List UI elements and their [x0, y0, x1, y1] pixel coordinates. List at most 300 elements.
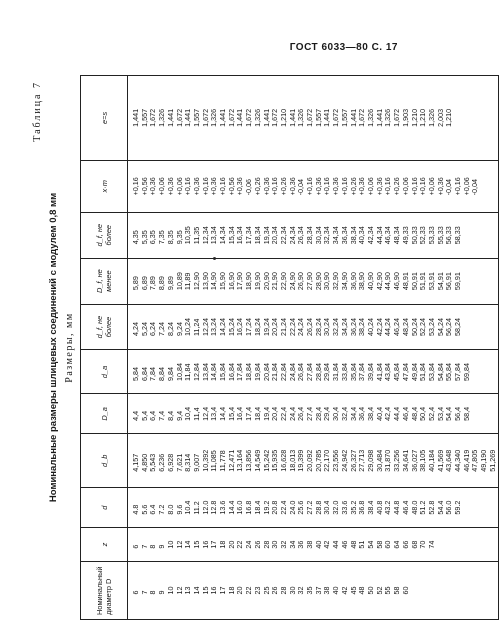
table-cell: 16,4 — [235, 406, 245, 421]
table-cell: 38.4 — [365, 500, 375, 515]
table-cell: 40 — [331, 586, 341, 595]
table-cell: 13,24 — [209, 318, 219, 337]
table-cell: 48 — [357, 586, 367, 595]
table-cell: 13,90 — [200, 272, 210, 291]
table-cell: 55,33 — [435, 226, 445, 245]
table-cell: 17 — [218, 586, 228, 595]
table-cell: 7,621 — [174, 453, 184, 472]
table-cell: 49,190 — [479, 449, 489, 472]
table-cell: 41,569 — [435, 449, 445, 472]
table-cell: 18,84 — [244, 362, 254, 381]
table-cell: 44,34 — [374, 226, 384, 245]
table-cell: 40,184 — [426, 449, 436, 472]
table-cell: 16 — [200, 540, 210, 549]
table-cell: 14,84 — [209, 362, 219, 381]
table-cell: 50,91 — [409, 272, 419, 291]
table-cell: 36,4 — [357, 406, 367, 421]
table-cell: 44,24 — [383, 318, 393, 337]
table-title: Номинальные размеры шлицевых соединений с модулем 0,8 мм — [48, 192, 59, 503]
table-cell: 54 — [365, 540, 375, 549]
table-cell: 36,027 — [409, 449, 419, 472]
table-cell: 20,092 — [305, 449, 315, 472]
table-cell: 32 — [296, 586, 306, 595]
table-cell: +0,36 — [261, 177, 271, 196]
table-cell: 1,672 — [200, 108, 210, 127]
table-cell: 1,557 — [313, 108, 323, 127]
table-cell: -0,06 — [244, 179, 254, 196]
header-nominal-diameter: Номинальный диаметр D — [81, 562, 128, 620]
table-cell: 59.2 — [453, 500, 463, 515]
table-cell: 1,672 — [226, 108, 236, 127]
table-cell: 56.0 — [444, 500, 454, 515]
table-cell: 33.6 — [339, 500, 349, 515]
table-cell: 21,84 — [270, 362, 280, 381]
table-cell: 21,90 — [270, 272, 280, 291]
table-cell: 1,441 — [261, 108, 271, 127]
table-cell: +0,36 — [435, 177, 445, 196]
table-cell: 8,24 — [165, 322, 175, 337]
table-cell: 20 — [226, 540, 236, 549]
table-cell: 17,90 — [235, 272, 245, 291]
table-cell: 34,90 — [339, 272, 349, 291]
table-cell: 40.8 — [374, 500, 384, 515]
table-cell: 6.4 — [148, 504, 158, 515]
table-cell: 44,4 — [392, 406, 402, 421]
table-cell: +0,36 — [331, 177, 341, 196]
table-cell: 1,441 — [374, 108, 384, 127]
table-cell: 47,805 — [470, 449, 480, 472]
table-cell: +0,26 — [348, 177, 358, 196]
table-cell: 7,4 — [157, 410, 167, 421]
header-db: d_b — [81, 434, 128, 488]
table-cell: 58,24 — [453, 318, 463, 337]
col-da — [128, 350, 499, 394]
header-Df-min: D_f, не менее — [81, 258, 128, 304]
table-cell: 15,90 — [218, 272, 228, 291]
table-cell: 13 — [183, 586, 193, 595]
table-cell: 7,84 — [148, 366, 158, 381]
table-cell: 32,34 — [322, 226, 332, 245]
table-cell: 15 — [200, 586, 210, 595]
table-cell: 12,34 — [200, 226, 210, 245]
table-cell: 32,24 — [331, 318, 341, 337]
table-cell: 44.8 — [392, 500, 402, 515]
table-cell: 19,84 — [252, 362, 262, 381]
table-cell: 8,84 — [157, 366, 167, 381]
table-cell: 24 — [244, 540, 254, 549]
table-cell: 9,24 — [174, 322, 184, 337]
table-cell: 14,24 — [218, 318, 228, 337]
col-db — [128, 434, 499, 488]
header-z: z — [81, 528, 128, 562]
table-cell: 36.8 — [357, 500, 367, 515]
table-cell: 34,4 — [348, 406, 358, 421]
table-cell: 24,942 — [339, 449, 349, 472]
table-label: Таблица 7 — [32, 81, 43, 142]
table-cell: 15,84 — [218, 362, 228, 381]
table-cell: 42,24 — [374, 318, 384, 337]
table-cell: 19,34 — [261, 226, 271, 245]
table-cell: 30.4 — [322, 500, 332, 515]
table-cell: 7.2 — [157, 504, 167, 515]
table-cell: 20.8 — [270, 500, 280, 515]
header-df1-max: d_f, не более — [81, 212, 128, 258]
table-cell: 1,441 — [348, 108, 358, 127]
table-cell: +0,16 — [270, 177, 280, 196]
table-cell: 26 — [252, 540, 262, 549]
table-cell: 2,003 — [435, 108, 445, 127]
table-cell: 28 — [278, 586, 288, 595]
table-cell: 27,713 — [357, 449, 367, 472]
table-cell: 38,24 — [357, 318, 367, 337]
table-cell: 38,105 — [418, 449, 428, 472]
table-cell: 28,84 — [313, 362, 323, 381]
table-cell: 54,84 — [435, 362, 445, 381]
table-cell: +0,16 — [383, 177, 393, 196]
table-cell: 9 — [157, 544, 167, 549]
header-da: d_a — [81, 350, 128, 394]
col-d — [128, 488, 499, 528]
table-cell: 19,399 — [296, 449, 306, 472]
table-cell: 15,242 — [261, 449, 271, 472]
table-cell: +0,26 — [392, 177, 402, 196]
table-cell: 26,34 — [296, 226, 306, 245]
table-cell: 13,34 — [209, 226, 219, 245]
table-cell: 58 — [392, 586, 402, 595]
table-cell: 18,4 — [252, 406, 262, 421]
table-cell: 40,24 — [365, 318, 375, 337]
table-cell: 34,641 — [400, 449, 410, 472]
table-cell: 16,24 — [235, 318, 245, 337]
table-cell: 1,672 — [357, 108, 367, 127]
table-cell: 11,89 — [183, 272, 193, 291]
table-cell: 26,4 — [296, 406, 306, 421]
table-cell: 10,84 — [174, 362, 184, 381]
table-cell: 57,84 — [453, 362, 463, 381]
table-cell: 13,84 — [200, 362, 210, 381]
table-cell: 68 — [409, 540, 419, 549]
table-cell: 6,35 — [148, 230, 158, 245]
table-cell: -0,04 — [296, 179, 306, 196]
table-cell: 42,90 — [374, 272, 384, 291]
table-cell: 5,35 — [139, 230, 149, 245]
table-cell: 11,84 — [183, 363, 193, 381]
table-cell: 22,90 — [278, 272, 288, 291]
table-cell: 52,4 — [426, 406, 436, 421]
table-cell: 15,34 — [226, 226, 236, 245]
table-cell: 55,84 — [444, 362, 454, 381]
header-row — [81, 76, 128, 620]
table-cell: 12.8 — [209, 500, 219, 515]
table-cell: 30,4 — [331, 406, 341, 421]
table-cell: 1,210 — [418, 108, 428, 127]
table-cell: 48,91 — [400, 272, 410, 291]
table-cell: 34,24 — [339, 318, 349, 337]
table-cell: 35.2 — [348, 500, 358, 515]
table-cell: 13.6 — [218, 500, 228, 515]
table-cell: 59,84 — [461, 362, 471, 381]
table-cell: 58,33 — [453, 226, 463, 245]
data-row — [128, 76, 499, 620]
table-cell: 50,24 — [409, 318, 419, 337]
table-cell: 24,24 — [296, 318, 306, 337]
table-cell: 28,4 — [313, 406, 323, 421]
table-cell: 12 — [174, 586, 184, 595]
table-cell: 34,34 — [331, 226, 341, 245]
table-cell: 5,89 — [131, 276, 140, 291]
table-cell: 42 — [339, 586, 349, 595]
table-cell: 12,24 — [200, 318, 210, 337]
table-cell: +0,36 — [191, 177, 201, 196]
table-cell: 45 — [348, 586, 358, 595]
table-cell: 7,89 — [148, 276, 158, 291]
table-cell: 1,441 — [165, 108, 175, 127]
table-cell: 32,90 — [331, 272, 341, 291]
table-cell: 13,856 — [244, 449, 254, 472]
table-cell: 53,84 — [426, 362, 436, 381]
table-cell: 37,84 — [357, 362, 367, 381]
table-cell: 24,90 — [287, 272, 297, 291]
table-cell: +0,16 — [305, 177, 315, 196]
table-cell: 28,24 — [313, 318, 323, 337]
table-cell: 44 — [331, 540, 341, 549]
table-cell: 17,24 — [244, 318, 254, 337]
table-cell: 22.4 — [278, 500, 288, 515]
table-cell: +0,36 — [165, 177, 175, 196]
table-cell: 23 — [252, 586, 262, 595]
table-cell: 36,24 — [348, 318, 358, 337]
table-cell: 54,24 — [435, 318, 445, 337]
header-e-s: e=s — [81, 76, 128, 161]
table-cell: 20,4 — [270, 406, 280, 421]
table-cell: 15 — [191, 540, 201, 549]
table-cell: +0,56 — [226, 177, 236, 196]
table-cell: 51,91 — [418, 272, 428, 291]
table-cell: 11,778 — [218, 450, 228, 472]
header-xm: x·m — [81, 160, 128, 212]
table-cell: 12,84 — [191, 362, 201, 381]
table-cell: 58,4 — [461, 406, 471, 421]
table-cell: 46,419 — [461, 449, 471, 472]
table-cell: 20 — [235, 586, 245, 595]
col-e-s — [128, 76, 499, 161]
table-cell: 12,90 — [191, 272, 201, 291]
table-cell: 11,085 — [209, 450, 219, 472]
table-cell: 38 — [322, 586, 332, 595]
table-cell: 36,34 — [339, 226, 349, 245]
col-z — [128, 528, 499, 562]
table-cell: 9.6 — [174, 504, 184, 515]
table-cell: 60 — [400, 586, 410, 595]
table-cell: 46 — [339, 540, 349, 549]
table-cell: 35 — [305, 586, 315, 595]
table-cell: 30 — [287, 586, 297, 595]
table-cell: 10 — [165, 540, 175, 549]
table-cell: 6,236 — [157, 453, 167, 472]
table-cell: 1,326 — [365, 108, 375, 127]
table-cell: +0,16 — [409, 177, 419, 196]
table-cell: 50 — [365, 586, 375, 595]
table-cell: 19.2 — [261, 500, 271, 515]
table-cell: -0,04 — [444, 179, 454, 196]
table-cell: 31,84 — [331, 362, 341, 381]
col-nominal — [128, 562, 499, 620]
table-cell: 60 — [383, 540, 393, 549]
header-d: d — [81, 488, 128, 528]
table-cell: +0,16 — [183, 177, 193, 196]
table-cell: 56,33 — [444, 226, 454, 245]
col-Da — [128, 394, 499, 434]
table-cell: 38,34 — [348, 226, 358, 245]
table-cell: 46,24 — [392, 318, 402, 337]
table-cell: 48,24 — [400, 318, 410, 337]
table-cell: 30,34 — [313, 226, 323, 245]
table-cell: 1,557 — [139, 108, 149, 127]
table-cell: 1,672 — [244, 108, 254, 127]
table-cell: 5.6 — [139, 504, 149, 515]
table-cell: 31,870 — [383, 449, 393, 472]
table-cell: 1,326 — [157, 108, 167, 127]
table-cell: 26 — [270, 586, 280, 595]
table-cell: 16,34 — [235, 226, 245, 245]
table-cell: 14,90 — [209, 272, 219, 291]
col-Df-min — [128, 258, 499, 304]
table-cell: 56,24 — [444, 318, 454, 337]
table-cell: 48 — [348, 540, 358, 549]
table-cell: 1,672 — [174, 108, 184, 127]
table-cell: 54.4 — [435, 500, 445, 515]
table-cell: 56,91 — [444, 272, 454, 291]
table-cell: 23,556 — [331, 449, 341, 472]
table-cell: 19,24 — [261, 318, 271, 337]
table-cell: 20,84 — [261, 362, 271, 381]
table-cell: 1,210 — [409, 108, 419, 127]
table-cell: 49,33 — [400, 226, 410, 245]
table-cell: 8,89 — [157, 276, 167, 291]
table-cell: 18,24 — [252, 318, 262, 337]
table-cell: 48.0 — [409, 500, 419, 515]
table-cell: 58 — [374, 540, 384, 549]
table-cell: 11.2 — [191, 501, 201, 515]
table-cell: 38,4 — [365, 406, 375, 421]
table-cell: 20,785 — [313, 449, 323, 472]
table-cell: 16 — [209, 586, 219, 595]
table-cell: 29,4 — [322, 406, 332, 421]
table-cell: 1,326 — [252, 108, 262, 127]
table-cell: 15,4 — [226, 406, 236, 421]
col-xm — [128, 160, 499, 212]
table-cell: 9 — [157, 590, 167, 595]
table-cell: 17 — [209, 540, 219, 549]
table-cell: 1,672 — [270, 108, 280, 127]
table-cell: 4,157 — [131, 453, 140, 472]
table-cell: 27,84 — [305, 362, 315, 381]
table-cell: 48,34 — [392, 226, 402, 245]
table-cell: 44,340 — [453, 449, 463, 472]
table-cell: +0,06 — [365, 177, 375, 196]
table-cell: 4,35 — [131, 230, 140, 245]
table-cell: 14 — [183, 540, 193, 549]
table-cell: 6,89 — [139, 276, 149, 291]
table-cell: 43,648 — [444, 449, 454, 472]
table-cell: 50,33 — [409, 226, 419, 245]
table-cell: 1,903 — [400, 108, 410, 127]
table-cell: 32.0 — [331, 500, 341, 515]
table-cell: 22,84 — [278, 362, 288, 381]
table-cell: 14,34 — [218, 226, 228, 245]
table-cell: 39,84 — [365, 362, 375, 381]
table-cell: +0,16 — [131, 177, 140, 196]
table-cell: 33,256 — [392, 449, 402, 472]
table-cell: 52.8 — [426, 500, 436, 515]
table-cell: 27,4 — [305, 406, 315, 421]
table-cell: +0,36 — [209, 177, 219, 196]
table-cell: 5,4 — [139, 410, 149, 421]
table-cell: 7 — [139, 544, 149, 549]
table-cell: 10.4 — [183, 500, 193, 515]
table-cell: 36,90 — [348, 272, 358, 291]
table-cell: 46,4 — [400, 406, 410, 421]
table-cell: 1,441 — [287, 108, 297, 127]
table-cell: 40 — [313, 540, 323, 549]
table-cell: 11,35 — [191, 226, 201, 245]
table-cell: 27,90 — [305, 272, 315, 291]
table-cell: 12.0 — [200, 500, 210, 515]
table-cell: 22,34 — [278, 226, 288, 245]
table-cell: 4,24 — [131, 322, 140, 337]
table-cell: 30,24 — [322, 318, 332, 337]
page-header: ГОСТ 6033—80 С. 17 — [289, 42, 398, 53]
table-cell: 17,4 — [244, 406, 254, 421]
table-cell: 14,549 — [252, 449, 262, 472]
table-cell: 53,4 — [435, 406, 445, 421]
table-cell: 54,4 — [444, 406, 454, 421]
table-cell: 14 — [191, 586, 201, 595]
table-cell: 26,24 — [305, 318, 315, 337]
table-cell: 10,35 — [183, 226, 193, 245]
table-cell: 51,269 — [487, 449, 497, 472]
table-cell: 24.0 — [287, 500, 297, 515]
table-cell: +0,26 — [252, 177, 262, 196]
table-cell: 20,24 — [270, 318, 280, 337]
table-cell: 1,557 — [191, 108, 201, 127]
table-cell: 8 — [148, 590, 158, 595]
table-cell: 30,90 — [322, 272, 332, 291]
table-cell: 1,441 — [235, 108, 245, 127]
table-cell: 54,91 — [435, 272, 445, 291]
table-cell: 18,90 — [244, 272, 254, 291]
table-cell: 10,392 — [200, 449, 210, 472]
table-cell: 24,34 — [287, 226, 297, 245]
table-cell: 13,4 — [209, 406, 219, 421]
table-cell: +0,36 — [313, 177, 323, 196]
table-cell: 40,90 — [365, 272, 375, 291]
table-cell: 5,84 — [131, 366, 140, 381]
table-cell: 1,441 — [183, 108, 193, 127]
table-cell: +0,36 — [148, 177, 158, 196]
table-cell: 10,89 — [174, 272, 184, 291]
table-cell: 1,441 — [322, 108, 332, 127]
table-cell: 40,34 — [357, 226, 367, 245]
table-cell: 41,84 — [374, 362, 384, 381]
table-cell: 8,35 — [165, 230, 175, 245]
table-cell: 25 — [261, 586, 271, 595]
table-cell: 43.2 — [383, 500, 393, 515]
table-cell: 26,84 — [296, 362, 306, 381]
table-cell: 55 — [383, 586, 393, 595]
table-cell: 11,24 — [191, 318, 201, 337]
table-cell: 40,4 — [374, 406, 384, 421]
